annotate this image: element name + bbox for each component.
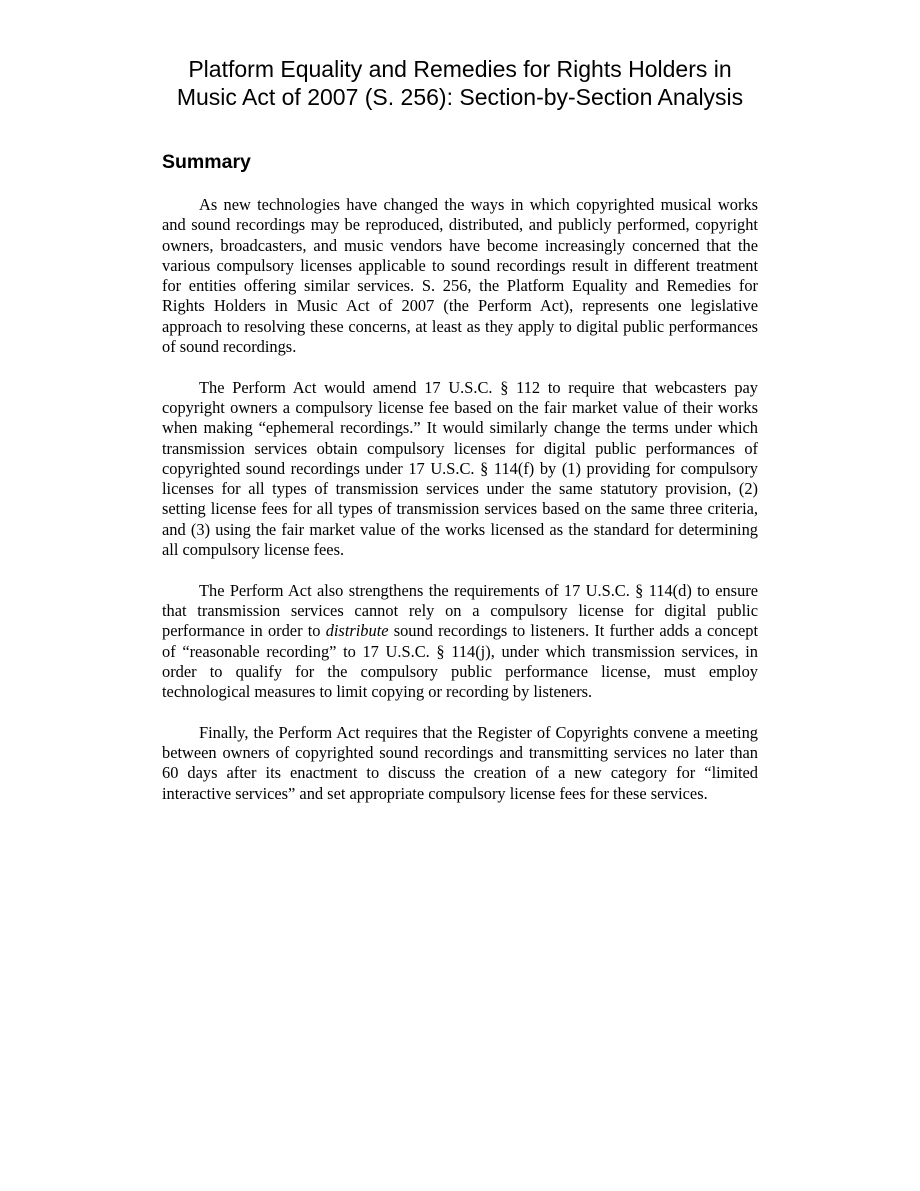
summary-paragraph-1: As new technologies have changed the ways in which copyrighted musical works and sound recordings may be reproduced, distributed, and publicly performed, copyright owners, broadcasters, and music vendors have become increasingly concerned that the various compulsory licenses applicable to sound recordings result in different treatment for entities offering similar services. S. 256, the Platform Equality and Remedies for Rights Holders in Music Act of 2007 (the Perform Act), represents one legislative approach to resolving these concerns, at least as they apply to digital public performances of sound recordings. xyxy=(162,195,758,357)
document-title-line-1: Platform Equality and Remedies for Rights Holders in xyxy=(188,56,732,82)
document-page xyxy=(162,55,758,804)
summary-paragraph-4: Finally, the Perform Act requires that the Register of Copyrights convene a meeting between owners of copyrighted sound recordings and transmitting services no later than 60 days after its enactment to discuss the creation of a new category for “limited interactive services” and set appropriate compulsory license fees for these services. xyxy=(162,722,758,803)
summary-paragraph-2: The Perform Act would amend 17 U.S.C. § 112 to require that webcasters pay copyright owners a compulsory license fee based on the fair market value of their works when making “ephemeral recordings.” It would similarly change the terms under which transmission services obtain compulsory licenses for digital public performances of copyrighted sound recordings under 17 U.S.C. § 114(f) by (1) providing for compulsory licenses for all types of transmission services under the same statutory provision, (2) setting license fees for all types of transmission services based on the same three criteria, and (3) using the fair market value of the works licensed as the standard for determining all compulsory license fees. xyxy=(162,377,758,560)
paragraph-3-text-after: sound recordings to listeners. It further adds a concept of “reasonable recording” to 17 U.S.C. § 114(j), under which transmission services, in order to qualify for the compulsory public performance license, must employ technological measures to limit copying or recording by listeners. xyxy=(162,621,759,702)
document-title xyxy=(162,55,758,111)
document-title-line-2: Music Act of 2007 (S. 256): Section-by-Section Analysis xyxy=(176,84,744,110)
paragraph-3-text-before: The Perform Act also strengthens the requirements of 17 U.S.C. § 114(d) to ensure that transmission services cannot rely on a compulsory license for digital public performance in order to xyxy=(162,580,758,641)
paragraph-3-emphasis: distribute xyxy=(325,621,389,641)
summary-paragraph-3 xyxy=(162,581,758,703)
summary-heading: Summary xyxy=(162,151,251,173)
